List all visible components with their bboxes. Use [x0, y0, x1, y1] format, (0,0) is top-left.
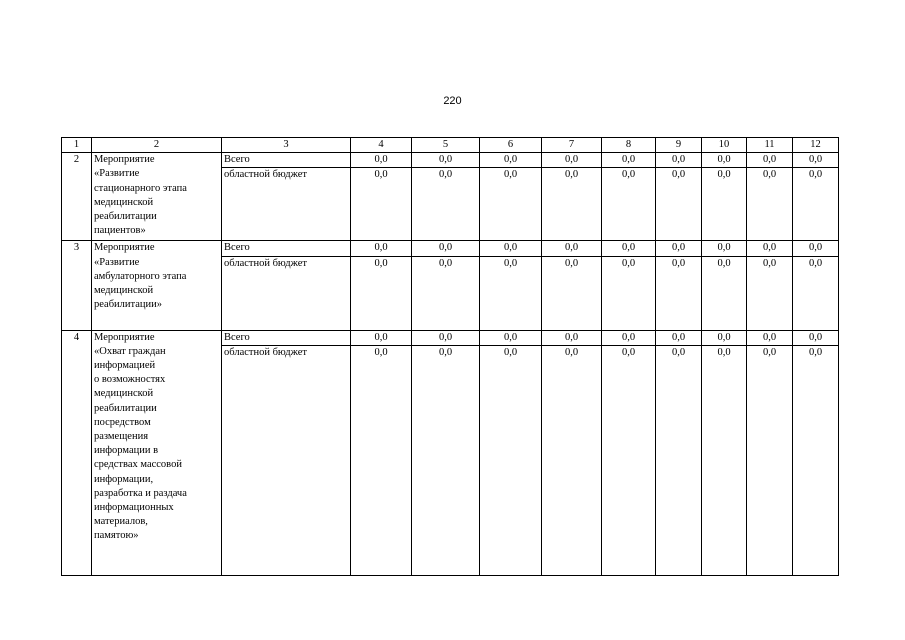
value-cell: 0,0	[702, 168, 747, 241]
value-cell: 0,0	[351, 330, 412, 345]
value-cell: 0,0	[351, 345, 412, 575]
column-header: 8	[602, 138, 656, 153]
value-cell: 0,0	[480, 153, 542, 168]
activity-name-line: «Развитие	[94, 168, 140, 180]
value-cell: 0,0	[351, 153, 412, 168]
value-cell: 0,0	[542, 241, 602, 256]
value-cell: 0,0	[793, 345, 839, 575]
value-cell: 0,0	[412, 168, 480, 241]
activity-name-line: материалов,	[94, 516, 148, 528]
value-cell: 0,0	[602, 153, 656, 168]
value-cell: 0,0	[793, 256, 839, 330]
value-cell: 0,0	[351, 256, 412, 330]
funding-source: областной бюджет	[222, 256, 351, 330]
header-row	[62, 138, 839, 153]
value-cell: 0,0	[747, 330, 793, 345]
value-cell: 0,0	[542, 256, 602, 330]
value-cell: 0,0	[747, 168, 793, 241]
value-cell: 0,0	[351, 241, 412, 256]
activity-name-line: пациентов»	[94, 225, 146, 237]
column-header: 11	[747, 138, 793, 153]
value-cell: 0,0	[351, 168, 412, 241]
value-cell: 0,0	[793, 330, 839, 345]
activity-name-line: посредством	[94, 416, 151, 428]
value-cell: 0,0	[602, 256, 656, 330]
column-header: 2	[92, 138, 222, 153]
value-cell: 0,0	[412, 256, 480, 330]
column-header: 4	[351, 138, 412, 153]
column-header: 6	[480, 138, 542, 153]
activity-name-line: амбулаторного этапа	[94, 270, 187, 282]
value-cell: 0,0	[747, 256, 793, 330]
value-cell: 0,0	[602, 241, 656, 256]
activity-name-line: средствах массовой	[94, 459, 182, 471]
value-cell: 0,0	[542, 345, 602, 575]
value-cell: 0,0	[480, 241, 542, 256]
row-number: 3	[62, 241, 92, 330]
column-header: 10	[702, 138, 747, 153]
value-cell: 0,0	[747, 153, 793, 168]
activity-name-line: разработка и раздача	[94, 487, 187, 499]
activity-name	[92, 153, 222, 241]
value-cell: 0,0	[412, 330, 480, 345]
value-cell: 0,0	[702, 345, 747, 575]
value-cell: 0,0	[480, 256, 542, 330]
value-cell: 0,0	[542, 168, 602, 241]
value-cell: 0,0	[702, 330, 747, 345]
table-row	[62, 153, 839, 168]
row-number: 4	[62, 330, 92, 575]
activity-name	[92, 241, 222, 330]
activity-name-line: информационных	[94, 502, 174, 514]
funding-table	[61, 137, 839, 576]
page-number: 220	[443, 95, 462, 107]
value-cell: 0,0	[793, 241, 839, 256]
activity-name-line: стационарного этапа	[94, 182, 187, 194]
value-cell: 0,0	[602, 168, 656, 241]
value-cell: 0,0	[602, 330, 656, 345]
column-header: 9	[656, 138, 702, 153]
funding-source: областной бюджет	[222, 168, 351, 241]
value-cell: 0,0	[480, 168, 542, 241]
activity-name-line: информации,	[94, 473, 154, 485]
value-cell: 0,0	[793, 153, 839, 168]
value-cell: 0,0	[656, 168, 702, 241]
value-cell: 0,0	[747, 241, 793, 256]
value-cell: 0,0	[656, 345, 702, 575]
value-cell: 0,0	[480, 345, 542, 575]
table-row	[62, 330, 839, 345]
value-cell: 0,0	[656, 330, 702, 345]
activity-name-line: медицинской	[94, 196, 154, 208]
activity-name-line: реабилитации»	[94, 299, 163, 311]
funding-source: Всего	[222, 153, 351, 168]
column-header: 3	[222, 138, 351, 153]
value-cell: 0,0	[412, 345, 480, 575]
column-header: 7	[542, 138, 602, 153]
activity-name-line: информацией	[94, 360, 156, 372]
activity-name-line: медицинской	[94, 285, 154, 297]
value-cell: 0,0	[656, 256, 702, 330]
activity-name-line: «Развитие	[94, 256, 140, 268]
activity-name-line: «Охват граждан	[94, 345, 166, 357]
activity-name-line: Мероприятие	[94, 154, 155, 166]
column-header: 12	[793, 138, 839, 153]
value-cell: 0,0	[702, 153, 747, 168]
value-cell: 0,0	[542, 330, 602, 345]
value-cell: 0,0	[702, 256, 747, 330]
row-number: 2	[62, 153, 92, 241]
column-header: 1	[62, 138, 92, 153]
activity-name-line: о возможностях	[94, 374, 166, 386]
value-cell: 0,0	[702, 241, 747, 256]
value-cell: 0,0	[602, 345, 656, 575]
activity-name-line: памятою»	[94, 530, 139, 542]
value-cell: 0,0	[656, 153, 702, 168]
activity-name-line: медицинской	[94, 388, 154, 400]
column-header: 5	[412, 138, 480, 153]
funding-source: Всего	[222, 330, 351, 345]
table-row	[62, 241, 839, 256]
activity-name-line: Мероприятие	[94, 242, 155, 254]
activity-name	[92, 330, 222, 575]
value-cell: 0,0	[793, 168, 839, 241]
value-cell: 0,0	[412, 153, 480, 168]
value-cell: 0,0	[480, 330, 542, 345]
activity-name-line: размещения	[94, 431, 149, 443]
value-cell: 0,0	[412, 241, 480, 256]
value-cell: 0,0	[747, 345, 793, 575]
activity-name-line: реабилитации	[94, 211, 157, 223]
funding-source: областной бюджет	[222, 345, 351, 575]
activity-name-line: реабилитации	[94, 402, 157, 414]
funding-source: Всего	[222, 241, 351, 256]
activity-name-line: информации в	[94, 445, 159, 457]
value-cell: 0,0	[542, 153, 602, 168]
activity-name-line: Мероприятие	[94, 331, 155, 343]
value-cell: 0,0	[656, 241, 702, 256]
